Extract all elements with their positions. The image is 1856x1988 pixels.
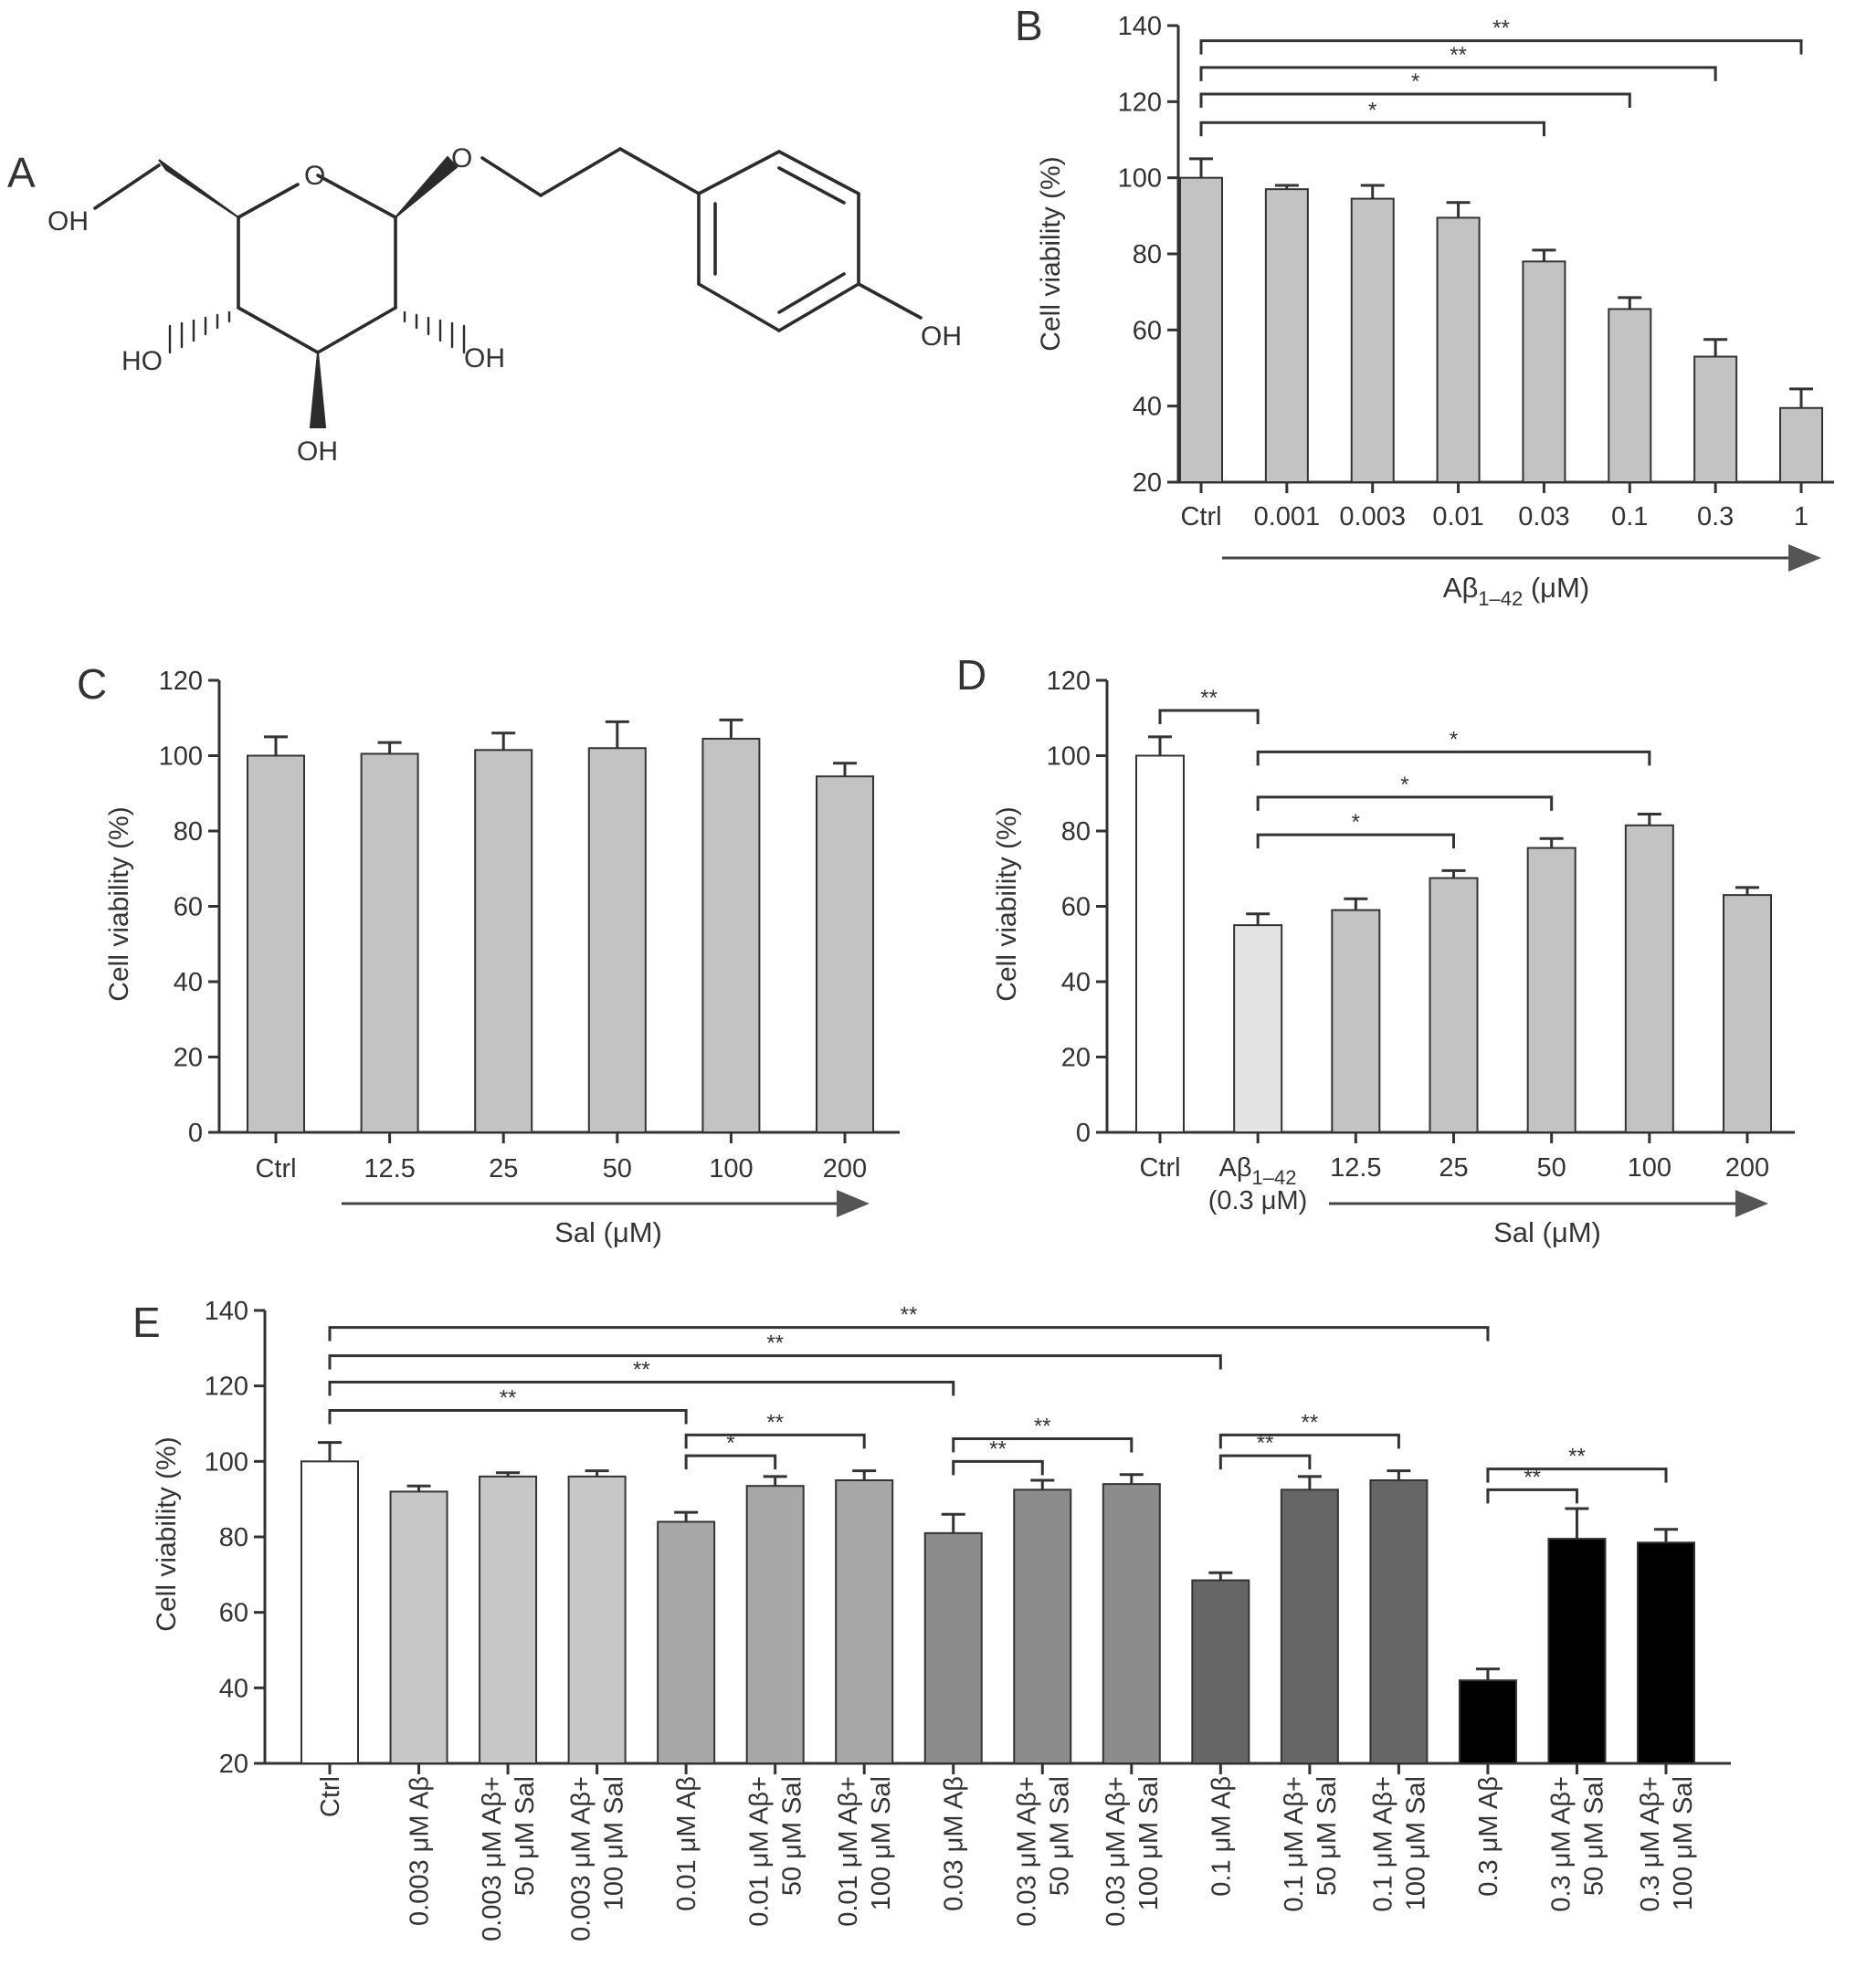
y-tick-label-b: 80 — [1132, 240, 1162, 269]
y-tick-label-d: 120 — [1046, 667, 1091, 696]
chart-b — [1015, 2, 1834, 610]
bar-e — [1281, 1489, 1338, 1763]
atom-glycosidic-o: O — [451, 143, 473, 174]
bar-b — [1266, 189, 1308, 482]
atom-oh-ch2: OH — [47, 206, 89, 237]
bar-e — [1103, 1484, 1160, 1763]
y-axis-label-d: Cell viability (%) — [992, 806, 1022, 1002]
bar-e — [1014, 1489, 1070, 1763]
x-tick-label-e: 100 μM Sal — [1669, 1776, 1698, 1911]
significance-label-b: ** — [1450, 42, 1467, 68]
x-tick-label-e: 0.003 μM Aβ — [405, 1776, 435, 1926]
y-tick-label-b: 60 — [1132, 316, 1162, 346]
significance-bracket-e — [330, 1383, 954, 1396]
significance-label-e: * — [726, 1431, 735, 1457]
bar-c — [817, 776, 873, 1132]
chart-d — [956, 651, 1795, 1248]
abeta-conc-d: (0.3 μM) — [1207, 1186, 1308, 1215]
x-tick-label-b: 0.1 — [1611, 502, 1649, 531]
y-axis-label-b: Cell viability (%) — [1036, 156, 1066, 352]
x-tick-label-e: Ctrl — [316, 1776, 345, 1818]
bar-e — [1370, 1480, 1427, 1763]
significance-label-b: * — [1368, 98, 1377, 123]
x-tick-label-c: 25 — [489, 1154, 519, 1183]
y-tick-label-d: 40 — [1060, 968, 1091, 997]
bar-e — [747, 1486, 804, 1763]
x-tick-label-b: 0.001 — [1253, 502, 1321, 531]
chart-c — [77, 660, 900, 1248]
y-tick-label-d: 100 — [1046, 742, 1091, 772]
bar-c — [362, 753, 418, 1132]
significance-label-d: ** — [1200, 686, 1218, 710]
x-tick-label-e: 50 μM Sal — [1579, 1776, 1609, 1897]
significance-label-d: * — [1449, 727, 1459, 752]
bar-c — [248, 756, 304, 1133]
x-tick-label-e: 0.003 μM Aβ+ — [566, 1776, 596, 1941]
y-tick-label-e: 100 — [204, 1447, 248, 1478]
significance-label-e: ** — [900, 1302, 918, 1328]
significance-bracket-d — [1258, 797, 1552, 811]
significance-bracket-b — [1201, 41, 1801, 55]
significance-bracket-d — [1258, 835, 1453, 848]
significance-bracket-e — [686, 1456, 775, 1469]
bar-b — [1780, 408, 1822, 482]
atom-oh-phenol: OH — [921, 321, 962, 352]
y-tick-label-c: 60 — [173, 892, 203, 922]
significance-label-e: ** — [766, 1410, 785, 1436]
x-tick-label-e: 0.1 μM Aβ — [1207, 1776, 1237, 1897]
significance-bracket-e — [686, 1435, 864, 1448]
x-tick-label-d: 100 — [1627, 1153, 1672, 1183]
x-tick-label-e: 0.3 μM Aβ — [1473, 1776, 1503, 1897]
y-tick-label-e: 20 — [218, 1750, 248, 1779]
y-tick-label-c: 120 — [158, 667, 203, 696]
x-tick-label-b: 0.3 — [1696, 502, 1735, 531]
x-tick-label-e: 0.003 μM Aβ+ — [478, 1776, 508, 1941]
y-tick-label-c: 40 — [173, 968, 203, 997]
atom-oh-c3: OH — [297, 437, 338, 467]
bar-b — [1352, 199, 1394, 482]
bar-e — [391, 1491, 448, 1763]
bar-d — [1724, 895, 1771, 1132]
y-tick-label-b: 40 — [1132, 392, 1162, 422]
significance-label-e: ** — [989, 1436, 1007, 1462]
significance-label-d: * — [1400, 772, 1409, 797]
bar-e — [301, 1461, 358, 1763]
x-tick-label-e: 0.03 μM Aβ — [939, 1776, 969, 1911]
y-tick-label-c: 0 — [187, 1119, 203, 1148]
x-tick-label-e: 100 μM Sal — [599, 1776, 629, 1911]
bar-e — [925, 1533, 982, 1763]
x-tick-label-c: 50 — [602, 1154, 632, 1183]
significance-bracket-b — [1201, 68, 1715, 81]
significance-label-e: ** — [766, 1331, 785, 1356]
x-tick-label-e: 0.01 μM Aβ+ — [744, 1776, 775, 1927]
significance-bracket-e — [330, 1356, 1220, 1370]
atom-ring-o: O — [304, 161, 326, 191]
y-tick-label-d: 20 — [1060, 1043, 1091, 1073]
x-tick-label-d: 200 — [1724, 1153, 1770, 1183]
y-tick-label-c: 100 — [158, 742, 203, 772]
x-tick-label-d: 25 — [1439, 1153, 1469, 1183]
x-tick-label-e: 50 μM Sal — [511, 1776, 541, 1897]
bar-d — [1234, 925, 1281, 1132]
significance-label-b: * — [1410, 69, 1420, 94]
x-tick-label-e: 0.01 μM Aβ+ — [834, 1776, 864, 1927]
x-tick-label-d: 12.5 — [1330, 1153, 1382, 1183]
x-tick-label-b: 0.003 — [1339, 502, 1407, 531]
significance-bracket-e — [1488, 1469, 1666, 1483]
x-tick-label-e: 0.3 μM Aβ+ — [1546, 1776, 1577, 1912]
atom-ho-c4: HO — [121, 346, 163, 376]
bar-e — [480, 1477, 536, 1763]
bar-e — [658, 1521, 714, 1763]
x-tick-label-e: 50 μM Sal — [777, 1776, 807, 1897]
significance-bracket-e — [954, 1439, 1132, 1453]
y-tick-label-b: 100 — [1117, 163, 1162, 194]
x-tick-label-d: 50 — [1536, 1153, 1566, 1183]
significance-label-d: * — [1351, 810, 1361, 836]
significance-label-e: ** — [1568, 1444, 1586, 1469]
significance-bracket-e — [1220, 1456, 1310, 1469]
y-tick-label-e: 80 — [218, 1523, 248, 1552]
bar-d — [1332, 910, 1379, 1132]
bar-b — [1180, 178, 1222, 482]
x-tick-label-c: 12.5 — [364, 1154, 416, 1183]
significance-bracket-d — [1258, 752, 1650, 765]
x-tick-label-e: 100 μM Sal — [1134, 1776, 1164, 1911]
x-tick-label-e: 0.03 μM Aβ+ — [1101, 1776, 1131, 1927]
significance-bracket-e — [330, 1328, 1488, 1341]
significance-bracket-e — [1220, 1435, 1398, 1448]
bar-e — [1638, 1542, 1694, 1763]
bar-b — [1438, 217, 1480, 482]
bar-d — [1136, 756, 1184, 1133]
significance-bracket-b — [1201, 122, 1544, 136]
significance-label-e: ** — [1256, 1431, 1274, 1457]
panel-e-letter: E — [132, 1299, 161, 1346]
x-tick-label-e: 50 μM Sal — [1045, 1776, 1075, 1897]
bar-c — [589, 748, 646, 1132]
axis-caption-b: $A\beta_{1-42}$ (μM) — [1442, 572, 1590, 610]
x-tick-label-b: 0.01 — [1432, 502, 1484, 531]
bar-e — [836, 1480, 892, 1763]
y-tick-label-d: 60 — [1060, 892, 1091, 922]
panel-a-structure — [7, 143, 962, 467]
y-tick-label-e: 40 — [218, 1674, 248, 1704]
x-tick-label-c: 100 — [709, 1154, 754, 1183]
y-tick-label-b: 20 — [1132, 468, 1162, 498]
significance-bracket-e — [1488, 1489, 1577, 1503]
axis-caption-d: Sal (μM) — [1493, 1216, 1601, 1248]
y-tick-label-b: 120 — [1117, 88, 1162, 118]
x-tick-label-e: 100 μM Sal — [1401, 1776, 1431, 1911]
significance-bracket-d — [1160, 710, 1258, 724]
x-tick-label-d: Ctrl — [1139, 1153, 1181, 1183]
bar-e — [1548, 1539, 1605, 1763]
bar-d — [1528, 848, 1576, 1132]
x-tick-label-b: 0.03 — [1518, 502, 1570, 531]
y-tick-label-c: 80 — [173, 817, 203, 847]
y-tick-label-e: 140 — [204, 1297, 248, 1326]
panel-c-letter: C — [77, 660, 108, 708]
atom-oh-c2: OH — [464, 343, 505, 373]
x-tick-label-e: 0.1 μM Aβ+ — [1368, 1776, 1398, 1912]
significance-bracket-e — [954, 1461, 1043, 1475]
bar-b — [1523, 261, 1565, 482]
x-tick-label-b: 1 — [1793, 502, 1809, 531]
x-tick-label-e: 100 μM Sal — [867, 1776, 897, 1911]
x-tick-label-b: Ctrl — [1180, 502, 1222, 531]
x-tick-label-e: 0.03 μM Aβ+ — [1012, 1776, 1042, 1927]
bar-d — [1626, 826, 1673, 1132]
bar-e — [1192, 1581, 1249, 1763]
panel-a-letter: A — [7, 149, 36, 196]
y-tick-label-c: 20 — [173, 1043, 203, 1073]
significance-label-b: ** — [1492, 16, 1510, 41]
x-tick-label-c: 200 — [822, 1154, 868, 1183]
y-tick-label-e: 60 — [218, 1598, 248, 1628]
x-tick-label-e: 0.01 μM Aβ — [672, 1776, 702, 1911]
abeta-label-d: $A\beta_{1-42}$ — [1218, 1153, 1297, 1189]
x-tick-label-e: 0.1 μM Aβ+ — [1279, 1776, 1309, 1912]
y-axis-label-c: Cell viability (%) — [104, 806, 134, 1002]
significance-bracket-e — [330, 1411, 686, 1425]
significance-label-e: ** — [633, 1357, 650, 1383]
panel-b-letter: B — [1015, 2, 1043, 49]
axis-caption-c: Sal (μM) — [554, 1216, 662, 1248]
bar-c — [475, 750, 532, 1132]
x-tick-label-c: Ctrl — [255, 1154, 297, 1183]
y-tick-label-e: 120 — [204, 1372, 248, 1402]
bar-c — [702, 739, 759, 1132]
panel-d-letter: D — [956, 651, 987, 699]
bar-b — [1694, 357, 1736, 483]
chart-e — [132, 1297, 1731, 1941]
y-tick-label-d: 0 — [1075, 1119, 1091, 1148]
significance-label-e: ** — [1301, 1410, 1319, 1436]
x-tick-label-e: 50 μM Sal — [1312, 1776, 1342, 1897]
bar-e — [1460, 1680, 1516, 1763]
y-tick-label-b: 140 — [1117, 12, 1162, 41]
significance-label-e: ** — [1524, 1465, 1542, 1490]
x-tick-label-e: 0.3 μM Aβ+ — [1636, 1776, 1665, 1912]
y-axis-label-e: Cell viability (%) — [152, 1436, 182, 1632]
bar-e — [569, 1477, 626, 1763]
bar-d — [1430, 878, 1478, 1132]
significance-label-e: ** — [1033, 1414, 1051, 1439]
y-tick-label-d: 80 — [1060, 817, 1091, 847]
bar-b — [1608, 309, 1650, 482]
significance-label-e: ** — [499, 1385, 517, 1411]
significance-bracket-b — [1201, 94, 1629, 108]
